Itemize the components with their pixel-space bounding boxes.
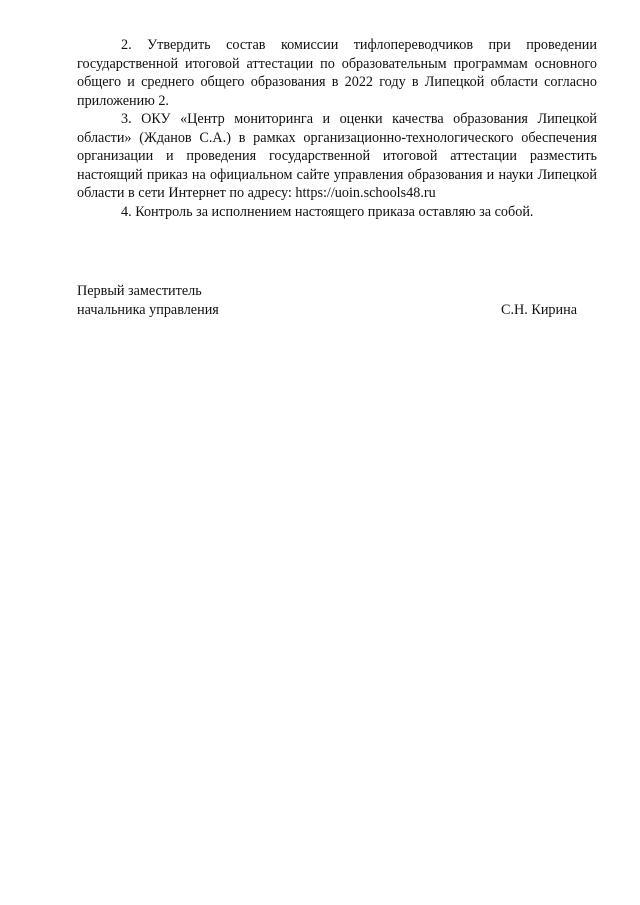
document-body xyxy=(77,36,597,221)
signature-block xyxy=(77,282,577,319)
paragraph-item-4: 4. Контроль за исполнением настоящего приказа оставляю за собой. xyxy=(121,203,534,220)
signature-row xyxy=(77,301,577,320)
paragraph-item-3: 3. ОКУ «Центр мониторинга и оценки качества образования Липецкой области» (Жданов С.А.) в рамках организационно-технологического обеспечения организации и проведения государственной итоговой аттестации разместить настоящий приказ на официальном сайте управления образования и науки Липецкой области в сети Интернет по адресу: https://uoin.schools48.ru xyxy=(77,111,597,201)
paragraph-item-2: 2. Утвердить состав комиссии тифлопереводчиков при проведении государственной итоговой аттестации по образовательным программам основного общего и среднего общего образования в 2022 году в Липецкой области согласно приложению 2. xyxy=(77,37,597,109)
signatory-position-line1: Первый заместитель xyxy=(77,283,202,299)
signatory-position-line2: начальника управления xyxy=(77,301,219,318)
signatory-name: С.Н. Кирина xyxy=(501,301,577,318)
